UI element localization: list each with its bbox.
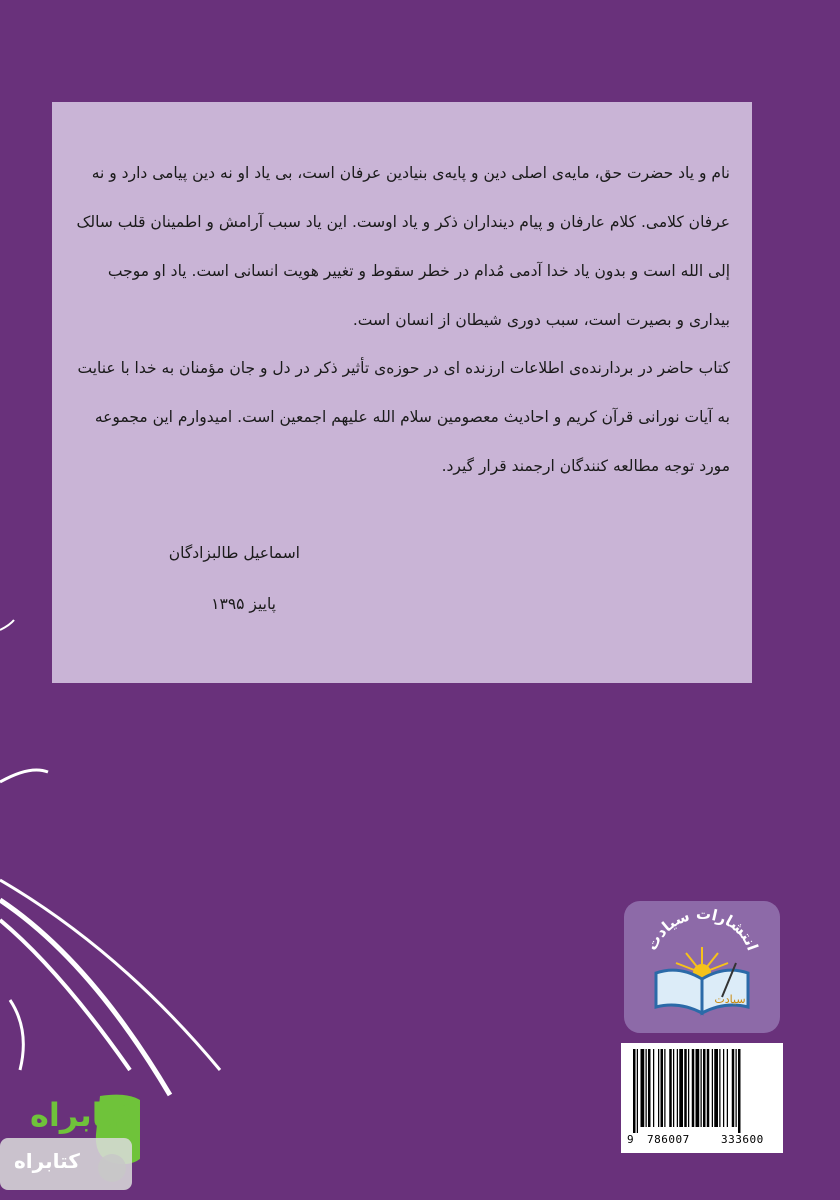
svg-text:انتشارات سیادت [642, 905, 761, 953]
intro-paragraph-2: کتاب حاضر در بردارنده‌ی اطلاعات ارزنده ای در حوزه‌ی تأثیر ذکر در دل و جان مؤمنان به خدا با عنایت به آیات نورانی قرآن کریم و احادیث معصومین سلام الله علیهم اجمعین است. امیدوارم این مجموعه مورد توجه مطالعه کنندگان ارجمند قرار گیرد. [77, 359, 730, 475]
publisher-logo [624, 901, 780, 1033]
description-panel [52, 102, 752, 683]
barcode-bar [738, 1049, 741, 1133]
barcode-bar [712, 1049, 713, 1127]
barcode-bar [727, 1049, 728, 1127]
barcode-bar [679, 1049, 683, 1127]
isbn-prefix: 9 [627, 1133, 635, 1146]
ketabrah-brand-small: کتابراه [14, 1149, 80, 1173]
open-book-icon [624, 901, 780, 1033]
author-name: اسماعیل طالبزادگان [168, 544, 300, 562]
barcode-bar [692, 1049, 695, 1127]
barcode-bar [646, 1049, 647, 1127]
barcode-bar [714, 1049, 718, 1127]
publisher-name: انتشارات سیادت [642, 904, 762, 954]
barcode-bar [684, 1049, 687, 1127]
barcode-bar [707, 1049, 710, 1127]
barcode-bars [621, 1043, 783, 1133]
barcode-bar [703, 1049, 706, 1127]
isbn-barcode [621, 1043, 783, 1153]
barcode-bar [673, 1049, 674, 1127]
ketabrah-watermark [0, 1088, 140, 1200]
barcode-bar [653, 1049, 654, 1127]
book-label: سیادت [714, 993, 746, 1006]
barcode-bar [723, 1049, 724, 1127]
isbn-group-1: 786007 [647, 1133, 690, 1146]
barcode-bar [648, 1049, 651, 1127]
intro-paragraph-1: نام و یاد حضرت حق، مایه‌ی اصلی دین و پایه‌ی بنیادین عرفان است، بی یاد او نه دین پیامی دارد و نه عرفان کلامی. کلام عارفان و پیام دینداران ذکر و یاد اوست. این یاد سبب آرامش و اطمینان قلب سالک إلی الله است و بدون یاد خدا آدمی مُدام در خطر سقوط و تغییر هویت انسانی است. یاد او موجب بیداری و بصیرت است، سبب دوری شیطان از انسان است. [76, 164, 730, 329]
barcode-bar [732, 1049, 735, 1127]
barcode-bar [736, 1049, 737, 1127]
barcode-bar [677, 1049, 678, 1127]
barcode-bar [719, 1049, 720, 1127]
barcode-bar [633, 1049, 636, 1133]
ketabrah-brand: کتابراه [30, 1096, 136, 1134]
barcode-bar [669, 1049, 672, 1127]
barcode-bar [641, 1049, 645, 1127]
barcode-bar [664, 1049, 665, 1127]
barcode-bar [688, 1049, 689, 1127]
date-written: پاییز ۱۳۹۵ [211, 595, 276, 613]
barcode-bar [701, 1049, 702, 1127]
barcode-bar [637, 1049, 638, 1133]
barcode-bar [658, 1049, 659, 1127]
barcode-bar [696, 1049, 700, 1127]
decorative-swirl [0, 600, 230, 1100]
barcode-bar [661, 1049, 664, 1127]
isbn-group-2: 333600 [721, 1133, 764, 1146]
